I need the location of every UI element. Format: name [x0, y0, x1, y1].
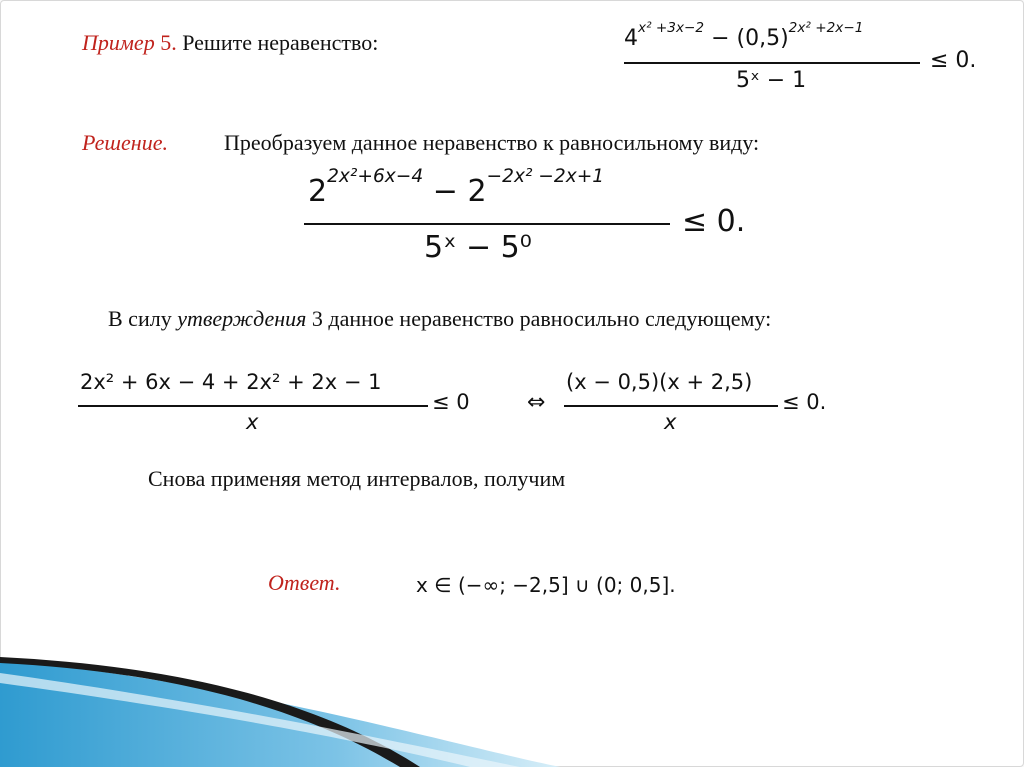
equiv-right-relation: ≤ 0.: [782, 390, 827, 414]
example-label: Пример: [82, 30, 155, 55]
equiv-right-numerator: (x − 0,5)(x + 2,5): [566, 370, 753, 394]
example-relation: ≤ 0.: [930, 48, 977, 73]
solution-numerator: $2^{2x^2+6x-4} - 2^{-2x^2 -2x+1}$: [308, 165, 605, 209]
example-denominator: 5ˣ − 1: [736, 68, 807, 93]
equiv-left-fraction: [78, 368, 498, 444]
example-number: 5.: [154, 30, 177, 55]
solution-fraction: [304, 165, 754, 274]
equiv-left-bar: [78, 405, 428, 407]
solution-denominator: 5ˣ − 5⁰: [424, 230, 532, 265]
swoosh-blue: [0, 659, 560, 767]
decorative-swoosh: [0, 647, 1024, 767]
example-fraction-bar: [624, 62, 920, 64]
solution-relation: ≤ 0.: [682, 204, 746, 239]
example-task: Решите неравенство:: [176, 30, 379, 55]
intervals-text: Снова применяя метод интервалов, получим: [148, 466, 566, 491]
equiv-left-denominator: x: [246, 410, 259, 434]
equiv-left-numerator: 2x² + 6x − 4 + 2x² + 2x − 1: [80, 370, 382, 394]
equivalence-arrow: ⇔: [527, 390, 546, 415]
statement-text: В силу утверждения 3 данное неравенство равносильно следующему:: [108, 306, 772, 331]
answer-label: Ответ.: [268, 570, 341, 595]
equiv-right-denominator: x: [664, 410, 677, 434]
solution-label: Решение.: [82, 130, 168, 155]
answer-value: x ∈ (−∞; −2,5] ∪ (0; 0,5].: [416, 573, 676, 597]
solution-text: Преобразуем данное неравенство к равносильному виду:: [224, 130, 760, 155]
solution-fraction-bar: [304, 223, 670, 225]
equiv-right-fraction: [564, 368, 854, 444]
example-numerator: $4^{x^2 +3x-2} - (0,5)^{2x^2 +2x-1}$: [624, 19, 864, 51]
example-fraction: [624, 19, 984, 102]
example-heading: [82, 30, 378, 56]
equiv-left-relation: ≤ 0: [432, 390, 470, 414]
equiv-right-bar: [564, 405, 778, 407]
